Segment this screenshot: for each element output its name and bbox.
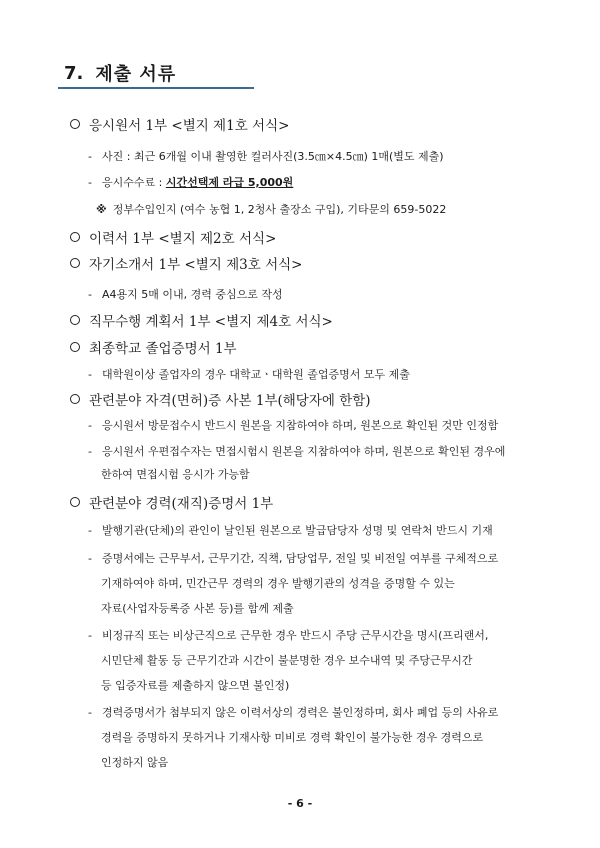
section-number: 7. [64,62,84,84]
section-heading [62,58,252,88]
circle-bullet-icon [70,497,80,507]
sub-item-continuation: 경력을 증명하지 못하거나 기재사항 미비로 경력 확인이 불가능한 경우 경력으로 [101,731,484,744]
doc-item-label: 직무수행 계획서 1부 <별지 제4호 서식> [89,314,333,330]
circle-bullet-icon [70,315,80,325]
sub-item: - 대학원이상 졸업자의 경우 대학교ㆍ대학원 졸업증명서 모두 제출 [88,368,410,381]
doc-item-label: 응시원서 1부 <별지 제1호 서식> [89,118,290,134]
sub-item-continuation: 등 입증자료를 제출하지 않으면 불인정) [101,679,290,692]
section-title: 제출 서류 [95,64,177,85]
heading-underline [58,87,254,89]
circle-bullet-icon [70,119,80,129]
doc-item-label: 최종학교 졸업증명서 1부 [89,341,237,357]
sub-item-fee: - 응시수수료 : 시간선택제 라급 5,000원 [88,176,294,189]
sub-item-continuation: 인정하지 않음 [101,756,169,769]
doc-item-self-introduction [70,253,302,273]
doc-item-label: 관련분야 자격(면허)증 사본 1부(해당자에 한함) [89,393,371,409]
sub-item: - 응시원서 우편접수자는 면접시험시 원본을 지참하여야 하며, 원본으로 확인된 경우에 [88,445,506,458]
reference-mark: ※ [96,203,107,216]
doc-item-job-plan [70,310,333,330]
sub-item: - 증명서에는 근무부서, 근무기간, 직책, 담당업무, 전일 및 비전일 여부를 구체적으로 [88,552,499,565]
circle-bullet-icon [70,394,80,404]
sub-item-continuation: 시민단체 활동 등 근무기간과 시간이 불분명한 경우 보수내역 및 주당근무시간 [101,654,473,667]
sub-item-continuation: 기재하여야 하며, 민간근무 경력의 경우 발행기관의 성격을 증명할 수 있는 [101,577,455,590]
sub-item: - A4용지 5매 이내, 경력 중심으로 작성 [88,288,283,301]
circle-bullet-icon [70,258,80,268]
sub-item: - 경력증명서가 첨부되지 않은 이력서상의 경력은 불인정하며, 회사 폐업 등의 사유로 [88,706,499,719]
doc-item-application [70,114,289,134]
doc-item-graduation-certificate [70,337,237,357]
sub-item: - 응시원서 방문접수시 반드시 원본을 지참하여야 하며, 원본으로 확인된 것만 인정함 [88,419,499,432]
doc-item-career-certificate [70,492,273,512]
circle-bullet-icon [70,232,80,242]
note-line: ※ 정부수입인지 (여수 농협 1, 2청사 출장소 구입), 기타문의 659-5022 [96,203,447,216]
fee-amount: 시간선택제 라급 5,000원 [165,176,294,189]
page-number: - 6 - [287,797,313,810]
doc-item-resume [70,227,276,247]
sub-item: - 발행기관(단체)의 관인이 날인된 원본으로 발급담당자 성명 및 연락처 반드시 기재 [88,524,493,537]
doc-item-label: 관련분야 경력(재직)증명서 1부 [89,496,274,512]
sub-item: - 사진 : 최근 6개월 이내 촬영한 컬러사진(3.5㎝×4.5㎝) 1매(별도 제출) [88,150,444,163]
circle-bullet-icon [70,342,80,352]
doc-item-license-copy [70,389,371,409]
doc-item-label: 이력서 1부 <별지 제2호 서식> [89,231,277,247]
sub-item: - 비정규직 또는 비상근직으로 근무한 경우 반드시 주당 근무시간을 명시(프리랜서, [88,629,489,642]
sub-item-continuation: 자료(사업자등록증 사본 등)를 함께 제출 [101,602,294,615]
sub-item-continuation: 한하여 면접시험 응시가 가능함 [101,468,250,481]
doc-item-label: 자기소개서 1부 <별지 제3호 서식> [89,257,303,273]
